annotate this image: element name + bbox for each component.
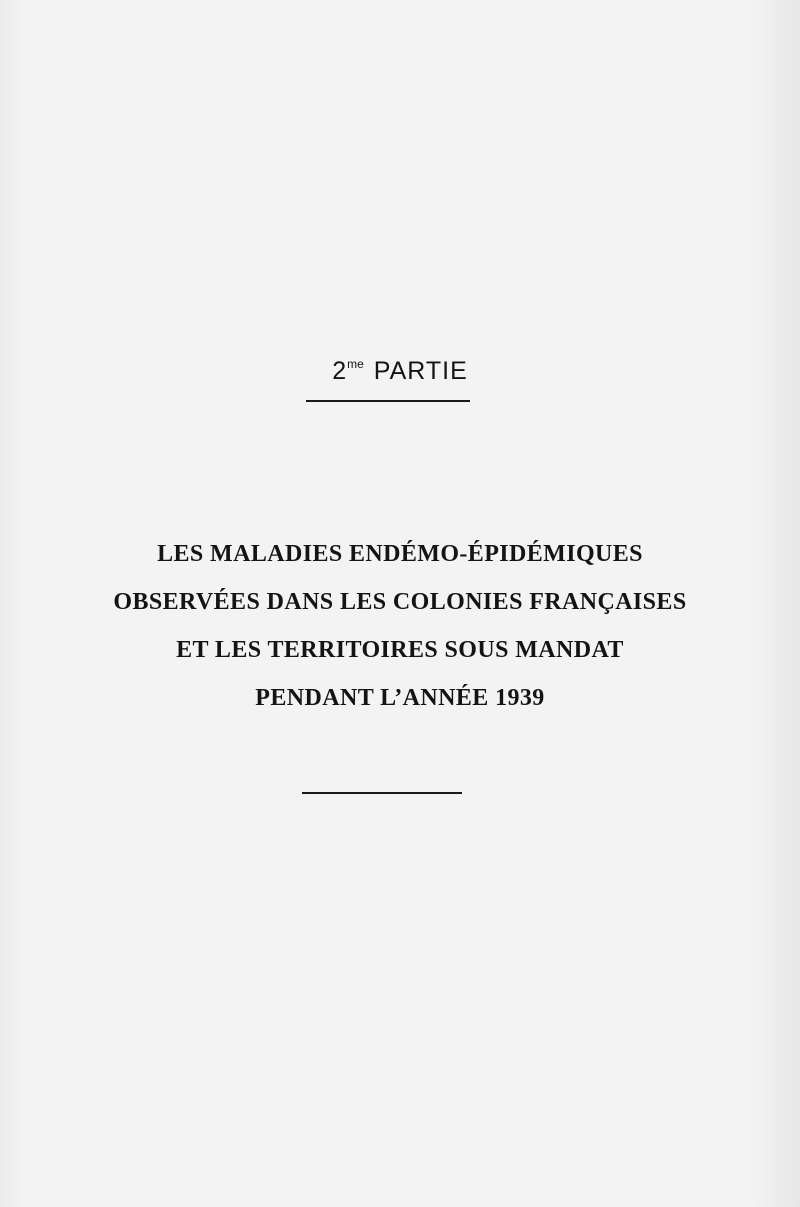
top-divider bbox=[306, 400, 470, 402]
title-block bbox=[0, 530, 800, 722]
part-label: PARTIE bbox=[373, 357, 468, 385]
title-line-2: OBSERVÉES DANS LES COLONIES FRANÇAISES bbox=[113, 589, 687, 615]
part-number-suffix: me bbox=[347, 357, 364, 371]
bottom-divider bbox=[302, 792, 462, 794]
title-line-4: PENDANT L’ANNÉE 1939 bbox=[255, 685, 545, 711]
title-line-3: ET LES TERRITOIRES SOUS MANDAT bbox=[176, 637, 624, 663]
part-number: 2 bbox=[332, 357, 348, 385]
title-line-1: LES MALADIES ENDÉMO-ÉPIDÉMIQUES bbox=[157, 541, 643, 567]
part-heading bbox=[0, 344, 800, 391]
